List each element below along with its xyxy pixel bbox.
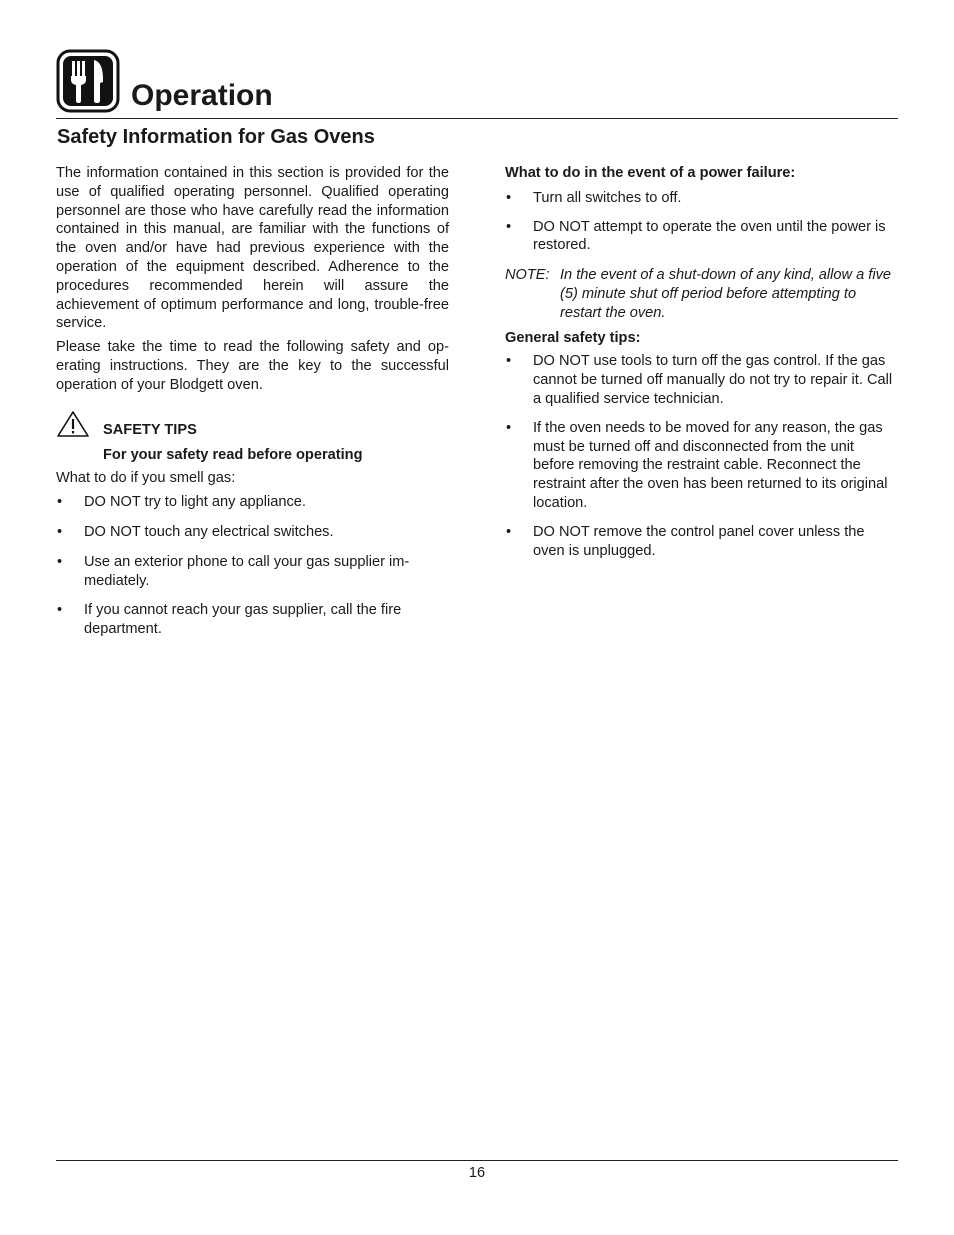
safety-tips-header [56, 409, 449, 446]
list-item: • DO NOT use tools to turn off the gas control. If the gas cannot be turned off manually do not try to repair it. Call a qualified service technician. [505, 352, 898, 408]
list-item: • Use an exterior phone to call your gas supplier immediately. [56, 553, 449, 591]
list-item: • DO NOT touch any electrical switches. [56, 523, 449, 542]
smell-gas-list [56, 493, 449, 639]
fork-knife-icon [56, 49, 120, 113]
list-item: • If the oven needs to be moved for any reason, the gas must be turned off and disconnected from the unit before removing the restraint cable. Reconnect the restraint after the oven has been returned to its original location. [505, 419, 898, 513]
list-item: • Turn all switches to off. [505, 189, 898, 208]
note-block [505, 266, 898, 322]
title-divider [56, 118, 898, 119]
power-failure-heading: What to do in the event of a power failure: [505, 165, 796, 181]
power-failure-list [505, 189, 898, 255]
right-column [505, 164, 898, 560]
list-item: • DO NOT try to light any appliance. [56, 493, 449, 512]
list-item: • DO NOT remove the control panel cover unless the oven is unplugged. [505, 523, 898, 561]
safety-tips-subtitle: For your safety read before operating [103, 446, 363, 463]
note-text: In the event of a shut-down of any kind, allow a five (5) minute shut off period before attempting to restart the oven. [560, 267, 891, 321]
intro-paragraph: The information contained in this section is provided for the use of qualified operating personnel. Qualified operating personnel are those who have carefully read the information contained in this manual, are familiar with the functions of the oven and/or have had previous experience with the operation of the equipment described. Adherence to the procedures recommended herein will assure the achievement of optimum performance and long, trouble-free service. [56, 165, 449, 332]
safety-tips-title: SAFETY TIPS [103, 421, 197, 438]
read-paragraph: Please take the time to read the following safety and operating instructions. They are the key to the successful operation of your Blodgett oven. [56, 339, 449, 393]
list-item: • DO NOT attempt to operate the oven until the power is restored. [505, 218, 898, 256]
general-tips-list [505, 352, 898, 560]
list-item: • If you cannot reach your gas supplier, call the fire department. [56, 601, 449, 639]
chapter-title: Operation [131, 79, 273, 112]
page-number: 16 [468, 1165, 486, 1181]
smell-gas-label: What to do if you smell gas: [56, 470, 236, 487]
note-label: NOTE: [505, 267, 550, 284]
section-heading: Safety Information for Gas Ovens [57, 126, 375, 148]
general-tips-heading: General safety tips: [505, 329, 641, 346]
left-column [56, 164, 449, 639]
footer-divider [56, 1160, 898, 1161]
warning-triangle-icon [56, 410, 90, 438]
